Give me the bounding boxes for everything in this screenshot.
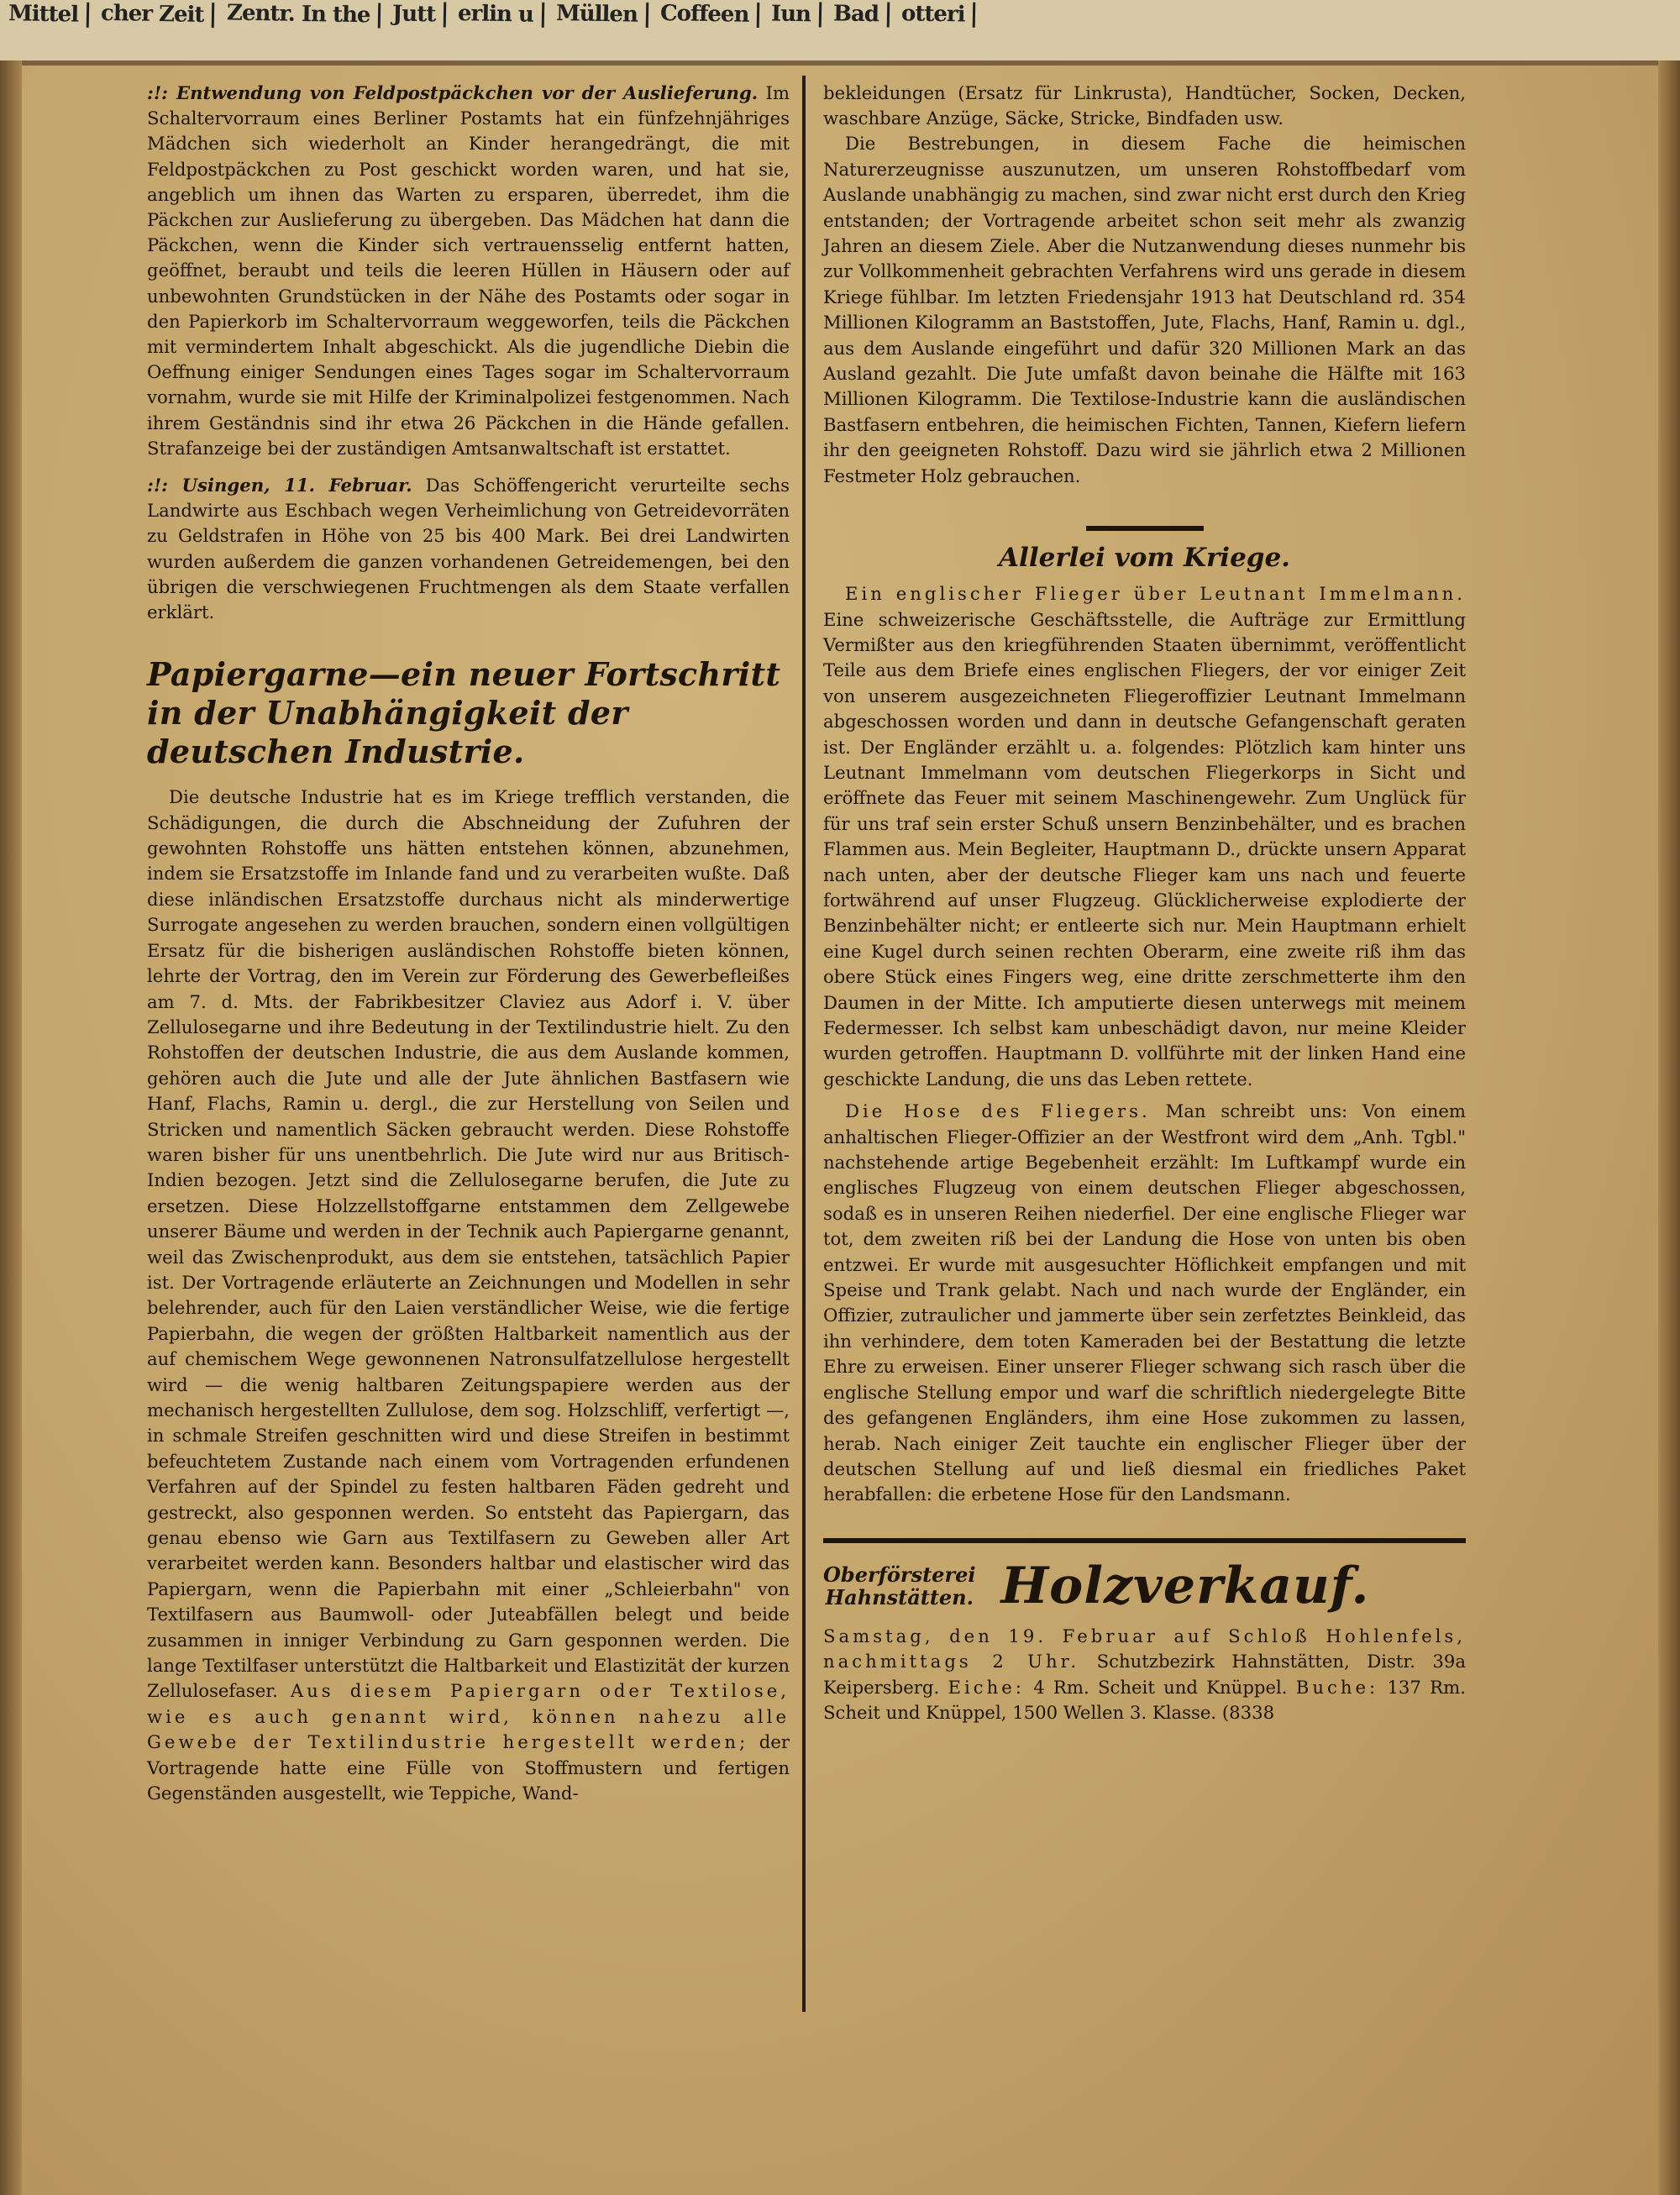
news-item-text: Im Schaltervorraum eines Berliner Postamts hat ein fünfzehnjähriges Mädchen sich wiederholt an Kinder herangedrängt, die mit Feldpostpäckchen zu Post geschickt worden waren, und hat sie, angeblich um ihnen das Warten zu ersparen, überredet, ihm die Päckchen zur Auslieferung zu übergeben. Das Mädchen hat dann die Päckchen, wenn die Kinder sich vertrauensselig entfernt hatten, geöffnet, beraubt und teils die leeren Hüllen in Häusern oder auf unbewohnten Grundstücken in der Nähe des Postamts oder sogar in den Papierkorb im Schaltervorraum weggeworfen, teils die Päckchen mit vermindertem Inhalt abgeschickt. Als die jugendliche Diebin die Oeffnung einiger Sendungen eines Tages sogar im Schaltervorraum vornahm, wurde sie mit Hilfe der Kriminalpolizei festgenommen. Nach ihrem Geständnis sind ihr etwa 26 Päckchen in die Hände gefallen. Strafanzeige bei der zuständigen Amtsanwaltschaft ist erstattet. [147, 82, 790, 459]
strip-fragment: Coffeen [660, 1, 760, 28]
strip-fragment: Jutt [392, 1, 447, 27]
page-edge-left [0, 60, 22, 2195]
ad-organization [823, 1563, 975, 1609]
advertisement-holzverkauf [823, 1538, 1466, 1726]
article-body-spaced: Aus diesem Papiergarn oder Textilose, wie es auch genannt wird, können nahezu alle Gewebe der Textilindustrie hergestellt werden; [147, 1680, 790, 1753]
strip-fragment: otteri [901, 1, 976, 28]
article-headline: Papiergarne—ein neuer Fortschritt in der Unabhängigkeit der deutschen Industrie. [147, 655, 781, 771]
news-item-lead: :!: Entwendung von Feldpostpäckchen vor der Auslieferung. [147, 82, 759, 103]
ad-org-line: Hahnstätten. [825, 1584, 974, 1609]
ad-header [823, 1557, 1466, 1615]
story-lead: Die Hose des Fliegers. [845, 1100, 1151, 1122]
article-body [147, 785, 790, 1806]
story-text: Man schreibt uns: Von einem anhaltischen Flieger-Offizier an der Westfront wird dem „Anh. Tgbl." nachstehende artige Begebenheit erzählt: Im Luftkampf wurde ein englisches Flugzeug von einem deutschen Flieger abgeschossen, sodaß es in unseren Reihen niederfiel. Der eine englische Flieger war tot, dem zweiten riß bei der Landung die Hose von unten bis oben entzwei. Er wurde mit ausgesuchter Höflichkeit empfangen und mit Speise und Trank gelabt. Nach und nach wurde der Engländer, ein Offizier, zutraulicher und jammerte über sein zerfetztes Beinkleid, das ihn verhindere, dem toten Kameraden bei der Bestattung die letzte Ehre zu erweisen. Einer unserer Flieger schwang sich rasch über die englische Stellung empor und warf die schriftlich niedergelegte Bitte des gefangenen Engländers, ihm eine Hose zukommen zu lassen, herab. Nach einiger Zeit tauchte ein englischer Flieger über der deutschen Stellung auf und ließ diesmal ein friedliches Paket herabfallen: die erbetene Hose für den Landsmann. [823, 1100, 1466, 1505]
ad-text: 137 Rm. Scheit und Knüppel, 1500 Wellen 3. Klasse. (8338 [823, 1676, 1466, 1723]
news-item-usingen [147, 473, 790, 625]
column-divider [802, 76, 806, 2012]
war-story-hose [823, 1099, 1466, 1508]
strip-fragment: Iun [771, 1, 822, 27]
article-continuation: bekleidungen (Ersatz für Linkrusta), Handtücher, Socken, Decken, waschbare Anzüge, Säcke, Stricke, Bindfaden usw. [823, 82, 1466, 129]
news-item-lead: :!: Usingen, 11. Februar. [147, 475, 412, 496]
strip-fragment: Mittel [8, 1, 90, 28]
news-item-feldpost [147, 81, 790, 461]
previous-page-strip [0, 0, 1680, 66]
right-column [823, 81, 1466, 1725]
story-lead: Ein englischer Flieger über Leutnant Immelmann. [845, 583, 1466, 605]
ad-body [823, 1624, 1466, 1726]
news-item-text: Das Schöffengericht verurteilte sechs Landwirte aus Eschbach wegen Verheimlichung von Getreidevorräten zu Geldstrafen in Höhe von 25 bis 400 Mark. Bei drei Landwirten wurden außerdem die ganzen vorhandenen Getreidemengen, bei den übrigen die verschwiegenen Fruchtmengen als dem Staate verfallen erklärt. [147, 475, 790, 623]
story-text: Eine schweizerische Geschäftsstelle, die Aufträge zur Ermittlung Vermißter aus den kriegführenden Staaten übernimmt, veröffentlicht Teile aus dem Briefe eines englischen Fliegers, der vor einiger Zeit von unserem ausgezeichneten Fliegeroffizier Leutnant Immelmann abgeschossen worden und dann in deutsche Gefangenschaft geraten ist. Der Engländer erzählt u. a. folgendes: Plötzlich kam hinter uns Leutnant Immelmann vom deutschen Fliegerkorps in Sicht und eröffnete das Feuer mit seinem Maschinengewehr. Zum Unglück für für uns traf sein erster Schuß unsern Benzinbehälter, und es brachen Flammen aus. Mein Begleiter, Hauptmann D., drückte unsern Apparat nach unten, aber der deutsche Flieger kam uns nach und feuerte fortwährend auf unser Flugzeug. Glücklicherweise explodierte der Benzinbehälter nicht; er entleerte sich nur. Mein Hauptmann erhielt eine Kugel durch seinen rechten Oberarm, eine zweite riß ihm das obere Stück eines Fingers weg, eine dritte zerschmetterte ihm den Daumen in der Mitte. Ich amputierte diesen unterwegs mit meinem Federmesser. Ich selbst kam unbeschädigt davon, nur meine Kleider wurden getroffen. Hauptmann D. vollführte mit der linken Hand eine geschickte Landung, die uns das Leben rettete. [823, 608, 1466, 1090]
strip-fragment: erlin u [458, 1, 544, 28]
ad-org-line: Oberförsterei [823, 1562, 976, 1587]
ad-text: 4 Rm. Scheit und Knüppel. [1033, 1676, 1288, 1698]
section-title: Allerlei vom Kriege. [999, 543, 1290, 574]
ad-date: Samstag, den 19. Februar auf Schloß Hohlenfels, nachmittags 2 Uhr. [823, 1625, 1466, 1673]
article-body-text: Die deutsche Industrie hat es im Kriege trefflich verstanden, die Schädigungen, die durch die Abschneidung der Zufuhren der gewohnten Rohstoffe uns hätten entstehen können, abzunehmen, indem sie Ersatzstoffe im Inlande fand und zu verarbeiten wußte. Daß diese inländischen Ersatzstoffe durchaus nicht als minderwertige Surrogate angesehen zu werden brauchen, sondern einen vollgültigen Ersatz für die bisherigen ausländischen Rohstoffe bieten können, lehrte der Vortrag, den im Verein zur Förderung des Gewerbefleißes am 7. d. Mts. der Fabrikbesitzer Claviez aus Adorf i. V. über Zellulosegarne und ihre Bedeutung in der Textilindustrie hielt. Zu den Rohstoffen der deutschen Industrie, die aus dem Auslande kommen, gehören auch die Jute und alle der Jute ähnlichen Bastfasern wie Hanf, Flachs, Ramin u. dergl., die zur Herstellung von Seilen und Stricken und namentlich Säcken gebraucht werden. Diese Rohstoffe waren bisher für uns unentbehrlich. Die Jute wird nur aus Britisch-Indien bezogen. Jetzt sind die Zellulosegarne berufen, die Jute zu ersetzen. Diese Holzzellstoffgarne entstammen dem Zellgewebe unserer Bäume und werden in der Technik auch Papiergarne genannt, weil das Zwischenprodukt, aus dem sie entstehen, tatsächlich Papier ist. Der Vortragende erläuterte an Zeichnungen und Modellen in sehr belehrender, auch für den Laien verständlicher Weise, wie die fertige Papierbahn, die wegen der größten Haltbarkeit namentlich aus der auf chemischem Wege gewonnenen Natronsulfatzellulose hergestellt wird — die wenig haltbaren Zeitungspapiere werden aus der mechanisch hergestellten Zullulose, dem sog. Holzschliff, verfertigt —, in schmale Streifen geschnitten wird und diese Streifen in bestimmt befeuchtetem Zustande nach einem vom Vortragenden erfundenen Verfahren auf der Spindel zu festen haltbaren Fäden gedreht und gestreckt, also gesponnen werden. So entsteht das Papiergarn, das genau ebenso wie Garn aus Textilfasern zu Geweben aller Art verarbeitet werden kann. Besonders haltbar und elastischer wird das Papiergarn, wenn die Papierbahn mit einer „Schleierbahn" von Textilfasern aus Baumwoll- oder Juteabfällen belegt und beide zusammen in inniger Verbindung zu Garn gesponnen werden. Die lange Textilfaser unterstützt die Haltbarkeit und Elastizität der kurzen Zellulosefaser. [147, 786, 790, 1702]
page-edge-right [1658, 60, 1680, 2195]
strip-fragment: cher Zeit [101, 1, 215, 28]
article-body-end: der Vortragende hatte eine Fülle von Stoffmustern und fertigen Gegenständen ausgestellt, wie Teppiche, Wand- [147, 1731, 790, 1804]
ad-title: Holzverkauf. [1000, 1556, 1370, 1615]
ad-wood-type: Eiche: [948, 1676, 1025, 1698]
strip-fragment: Zentr. In the [226, 0, 381, 28]
left-column [147, 81, 790, 1807]
ad-wood-type: Buche: [1295, 1676, 1379, 1698]
article-paragraph: Die Bestrebungen, in diesem Fache die heimischen Naturerzeugnisse auszunutzen, um unseren Rohstoffbedarf vom Auslande unabhängig zu machen, sind zwar nicht erst durch den Krieg entstanden; der Vortragende arbeitet schon seit mehr als zwanzig Jahren an diesem Ziele. Aber die Nutzanwendung dieses nunmehr bis zur Vollkommenheit gebrachten Verfahrens wird uns gerade in diesem Kriege fühlbar. Im letzten Friedensjahr 1913 hat Deutschland rd. 354 Millionen Kilogramm an Baststoffen, Jute, Flachs, Hanf, Ramin u. dgl., aus dem Auslande eingeführt und dafür 320 Millionen Mark an das Ausland gezahlt. Die Jute umfaßt davon beinahe die Hälfte mit 163 Millionen Kilogramm. Die Textilose-Industrie kann die ausländischen Bastfasern entbehren, die heimischen Fichten, Tannen, Kiefern liefern ihr den geeigneten Rohstoff. Dazu wird sie jährlich etwa 2 Millionen Festmeter Holz gebrauchen. [823, 133, 1466, 486]
section-divider [1086, 526, 1204, 531]
war-story-immelmann [823, 581, 1466, 1092]
strip-fragment: Müllen [556, 1, 648, 28]
ad-text: Schutzbezirk Hahnstätten, Distr. 39a Keipersberg. [823, 1651, 1466, 1698]
strip-fragment: Bad [833, 1, 890, 27]
